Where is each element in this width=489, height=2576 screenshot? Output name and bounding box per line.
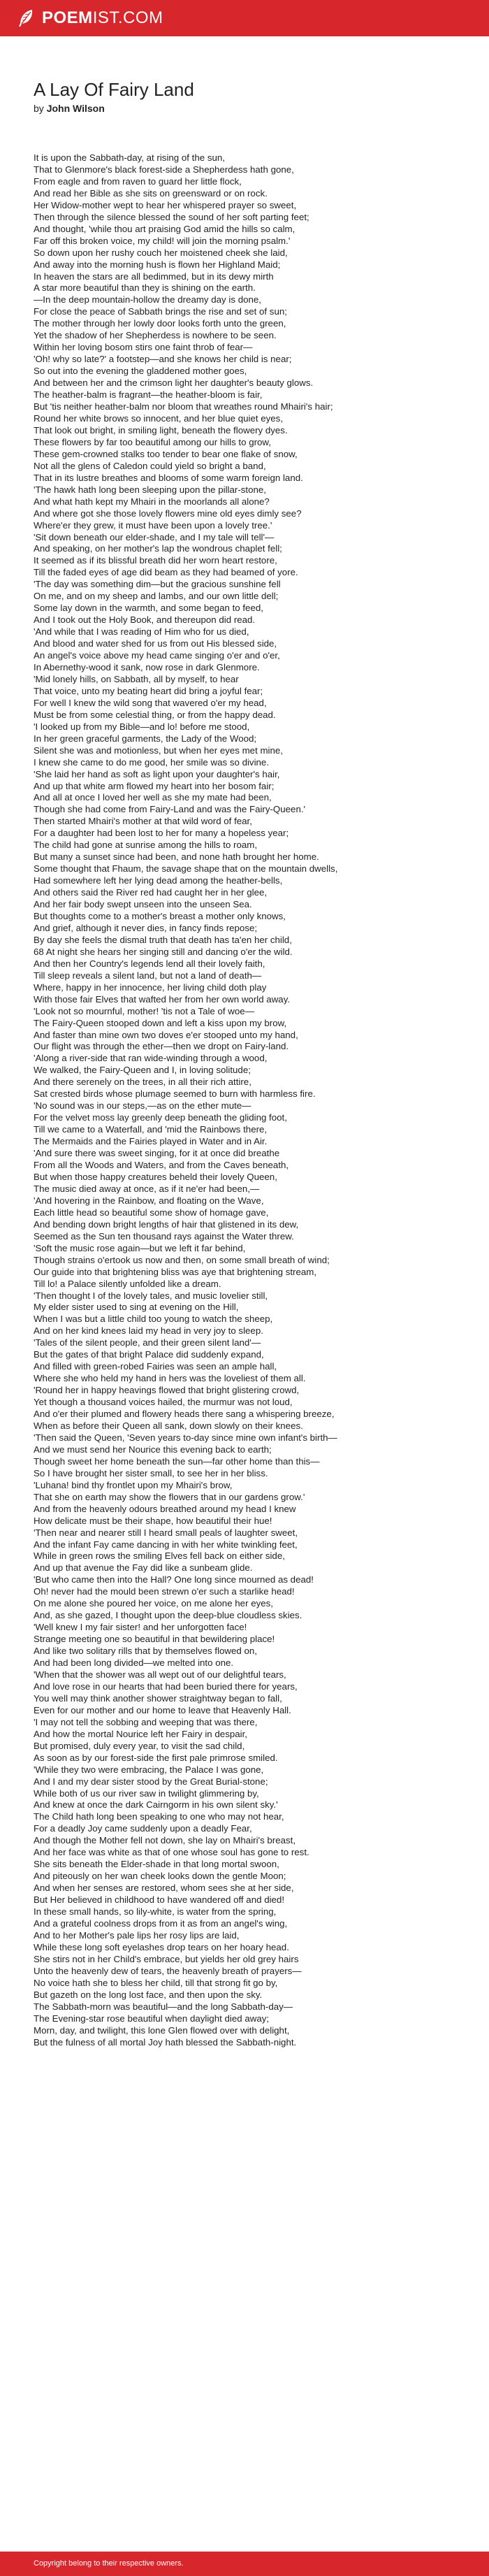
poem-line: And speaking, on her mother's lap the wondrous chaplet fell;	[34, 543, 282, 554]
poem-line: 'Soft the music rose again—but we left it far behind,	[34, 1242, 246, 1253]
poem-line: She stirs not in her Child's embrace, but yields her old grey hairs	[34, 1953, 299, 1964]
poem-line: 'No sound was in our steps,—as on the ether mute—	[34, 1100, 251, 1111]
poem-line: These flowers by far too beautiful among our hills to grow,	[34, 436, 271, 447]
poem-line: 'While they two were embracing, the Palace I was gone,	[34, 1764, 264, 1775]
poem-body	[34, 152, 455, 2049]
poem-line: And we must send her Nourice this evening back to earth;	[34, 1444, 272, 1455]
poem-line: Not all the glens of Caledon could yield so bright a band,	[34, 460, 266, 471]
poem-line: And though the Mother fell not down, she lay on Mhairi's breast,	[34, 1835, 296, 1846]
byline-prefix: by	[34, 103, 44, 114]
poem-line: Till we came to a Waterfall, and 'mid the Rainbows there,	[34, 1124, 268, 1135]
poem-line: And where got she those lovely flowers mine old eyes dimly see?	[34, 508, 302, 519]
poem-byline	[34, 102, 455, 115]
poem-line: 'Then thought I of the lovely tales, and music lovelier still,	[34, 1290, 268, 1301]
poem-line: And her face was white as that of one whose soul has gone to rest.	[34, 1847, 309, 1858]
site-header	[0, 0, 489, 36]
poem-line: Though she had come from Fairy-Land and was the Fairy-Queen.'	[34, 804, 306, 815]
poem-line: Till lo! a Palace silently unfolded like a dream.	[34, 1278, 221, 1289]
poem-line: That look out bright, in smiling light, beneath the flowery dyes.	[34, 424, 288, 436]
poem-line: And how the mortal Nourice left her Fairy in despair,	[34, 1728, 247, 1739]
feather-icon	[15, 8, 36, 29]
poem-line: That to Glenmore's black forest-side a Shepherdess hath gone,	[34, 164, 294, 175]
site-footer	[0, 2552, 489, 2576]
poem-line: By day she feels the dismal truth that death has ta'en her child,	[34, 934, 292, 945]
poem-line: It is upon the Sabbath-day, at rising of the sun,	[34, 152, 225, 163]
poem-line: And filled with green-robed Fairies was seen an ample hall,	[34, 1361, 277, 1372]
poem-line: In her green graceful garments, the Lady of the Wood;	[34, 733, 257, 744]
poem-line: The heather-balm is fragrant—the heather-bloom is fair,	[34, 389, 263, 401]
poem-line: 'But who came then into the Hall? One long since mourned as dead!	[34, 1574, 314, 1585]
poem-line: And then her Country's legends lend all their lovely faith,	[34, 958, 265, 969]
poem-line: 'I looked up from my Bible—and lo! before me stood,	[34, 721, 250, 732]
poem-line: And read her Bible as she sits on greensward or on rock.	[34, 187, 268, 199]
poem-line: And o'er their plumed and flowery heads there sang a whispering breeze,	[34, 1409, 335, 1420]
poem-line: A star more beautiful than they is shining on the earth.	[34, 282, 256, 294]
poem-line: 'The day was something dim—but the gracious sunshine fell	[34, 579, 281, 590]
copyright-text: Copyright belong to their respective owners.	[34, 2559, 184, 2568]
poem-line: And others said the River red had caught her in her glee,	[34, 887, 268, 898]
site-wordmark: POEMIST.COM	[42, 8, 163, 27]
poem-line: Till the faded eyes of age did beam as they had beamed of yore.	[34, 567, 298, 578]
poem-line: Even for our mother and our home to leave that Heavenly Hall.	[34, 1704, 291, 1715]
poem-line: And up that avenue the Fay did like a sunbeam glide.	[34, 1562, 253, 1574]
poem-line: 'Well knew I my fair sister! and her unforgotten face!	[34, 1622, 247, 1633]
poem-line: The Mermaids and the Fairies played in Water and in Air.	[34, 1136, 268, 1147]
poem-line: Round her white brows so innocent, and her blue quiet eyes,	[34, 412, 284, 424]
poem-article	[34, 78, 455, 2049]
poem-line: And when her senses are restored, whom sees she at her side,	[34, 1883, 294, 1894]
poem-line: The music died away at once, as if it ne'er had been,—	[34, 1183, 260, 1194]
poem-line: And knew at once the dark Cairngorm in his own silent sky.'	[34, 1799, 278, 1811]
poem-line: Then through the silence blessed the sound of her soft parting feet;	[34, 211, 309, 222]
poem-line: And up that white arm flowed my heart into her bosom fair;	[34, 780, 275, 791]
poem-line: For well I knew the wild song that wavered o'er my head,	[34, 697, 267, 708]
poem-line: When as before their Queen all sank, down slowly on their knees.	[34, 1420, 303, 1431]
poem-line: Far off this broken voice, my child! will join the morning psalm.'	[34, 235, 291, 246]
poem-line: Where'er they grew, it must have been upon a lovely tree.'	[34, 519, 272, 531]
poem-line: 'Then near and nearer still I heard small peals of laughter sweet,	[34, 1527, 298, 1538]
poem-line: The Child hath long been speaking to one who may not hear,	[34, 1811, 284, 1822]
poem-line: But the gates of that bright Palace did suddenly expand,	[34, 1349, 264, 1360]
poem-line: Our guide into that brightening bliss was aye that brightening stream,	[34, 1266, 317, 1277]
poem-line: For a deadly Joy came suddenly upon a deadly Fear,	[34, 1823, 252, 1834]
poem-line: In heaven the stars are all bedimmed, but in its dewy mirth	[34, 271, 274, 282]
poem-line: Unto the heavenly dew of tears, the heavenly breath of prayers—	[34, 1965, 302, 1976]
poem-line: And the infant Fay came dancing in with her white twinkling feet,	[34, 1539, 298, 1550]
poem-line: And between her and the crimson light her daughter's beauty glows.	[34, 377, 314, 389]
poem-line: My elder sister used to sing at evening on the Hill,	[34, 1302, 239, 1313]
site-logo[interactable]	[15, 7, 163, 29]
poem-line: Then started Mhairi's mother at that wild word of fear,	[34, 816, 252, 827]
poem-line: —In the deep mountain-hollow the dreamy day is done,	[34, 294, 261, 305]
poem-line: 'Along a river-side that ran wide-winding through a wood,	[34, 1053, 268, 1064]
poem-line: 'I may not tell the sobbing and weeping that was there,	[34, 1716, 258, 1727]
poem-line: And, as she gazed, I thought upon the deep-blue cloudless skies.	[34, 1610, 302, 1621]
poem-line: An angel's voice above my head came singing o'er and o'er,	[34, 650, 280, 661]
poem-line: Morn, day, and twilight, this lone Glen flowed over with delight,	[34, 2024, 290, 2036]
poem-line: From eagle and from raven to guard her little flock,	[34, 175, 242, 187]
poem-line: 'She laid her hand as soft as light upon your daughter's hair,	[34, 768, 280, 779]
poem-line: Though strains o'ertook us now and then, on some small breath of wind;	[34, 1254, 330, 1265]
poem-line: Though sweet her home beneath the sun—far other home than this—	[34, 1455, 320, 1467]
poem-line: Our flight was through the ether—then we dropt on Fairy-land.	[34, 1041, 289, 1052]
poem-line: And bending down bright lengths of hair that glistened in its dew,	[34, 1218, 299, 1230]
poem-line: Where she who held my hand in hers was the loveliest of them all.	[34, 1373, 306, 1384]
poem-line: But 'tis neither heather-balm nor bloom that wreathes round Mhairi's hair;	[34, 401, 333, 412]
poem-line: Her Widow-mother wept to hear her whispered prayer so sweet,	[34, 199, 297, 210]
poem-line: These gem-crowned stalks too tender to bear one flake of snow,	[34, 448, 298, 459]
poem-line: The Evening-star rose beautiful when daylight died away;	[34, 2013, 270, 2024]
poem-line: You well may think another shower straightway began to fall,	[34, 1692, 282, 1704]
poem-line: The child had gone at sunrise among the hills to roam,	[34, 840, 258, 851]
poem-line: Each little head so beautiful some show of homage gave,	[34, 1207, 269, 1218]
poem-line: Yet though a thousand voices hailed, the murmur was not loud,	[34, 1397, 293, 1408]
poem-line: 68 At night she hears her singing still and dancing o'er the wild.	[34, 946, 293, 957]
poem-line: And had been long divided—we melted into one.	[34, 1657, 234, 1669]
poem-line: But thoughts come to a mother's breast a mother only knows,	[34, 911, 286, 921]
poem-line: No voice hath she to bless her child, till that strong fit go by,	[34, 1977, 278, 1988]
poem-line: And to her Mother's pale lips her rosy lips are laid,	[34, 1929, 240, 1941]
poem-line: When I was but a little child too young to watch the sheep,	[34, 1314, 273, 1325]
poem-line: Where, happy in her innocence, her living child doth play	[34, 981, 267, 993]
poem-line: On me, and on my sheep and lambs, and our own little dell;	[34, 591, 279, 602]
poem-line: And like two solitary rills that by themselves flowed on,	[34, 1646, 258, 1657]
poem-line: And piteously on her wan cheek looks down the gentle Moon;	[34, 1871, 286, 1882]
poem-line: Strange meeting one so beautiful in that bewildering place!	[34, 1634, 275, 1645]
poem-line: While both of us our river saw in twilight glimmering by,	[34, 1787, 259, 1799]
poem-line: 'And hovering in the Rainbow, and floating on the Wave,	[34, 1195, 264, 1206]
poem-line: As soon as by our forest-side the first pale primrose smiled.	[34, 1752, 278, 1763]
poem-line: Till sleep reveals a silent land, but not a land of death—	[34, 970, 262, 981]
poem-line: But gazeth on the long lost face, and then upon the sky.	[34, 1989, 263, 2000]
poem-line: The Fairy-Queen stooped down and left a kiss upon my brow,	[34, 1017, 287, 1028]
poem-line: 'And while that I was reading of Him who for us died,	[34, 626, 249, 638]
poem-line: Some thought that Fhaum, the savage shape that on the mountain dwells,	[34, 863, 338, 875]
poem-line: 'Tales of the silent people, and their green silent land'—	[34, 1337, 261, 1348]
poem-line: And thought, 'while thou art praising God amid the hills so calm,	[34, 223, 295, 234]
poem-line: Had somewhere left her lying dead among the heather-bells,	[34, 875, 283, 886]
poem-line: That voice, unto my beating heart did bring a joyful fear;	[34, 685, 263, 696]
poem-title: A Lay Of Fairy Land	[34, 79, 194, 100]
poem-line: And all at once I loved her well as she my mate had been,	[34, 792, 272, 803]
poem-line: 'When that the shower was all wept out of our delightful tears,	[34, 1669, 286, 1680]
poem-line: So I have brought her sister small, to see her in her bliss.	[34, 1467, 268, 1478]
poem-line: And from the heavenly odours breathed around my head I knew	[34, 1503, 296, 1514]
poem-line: Seemed as the Sun ten thousand rays against the Water threw.	[34, 1230, 294, 1242]
poem-line: And a grateful coolness drops from it as from an angel's wing,	[34, 1918, 288, 1929]
poem-line: With those fair Elves that wafted her from her own world away.	[34, 993, 291, 1005]
poem-line: 'Then said the Queen, 'Seven years to-day since mine own infant's birth—	[34, 1432, 337, 1443]
poem-line: In these small hands, so lily-white, is water from the spring,	[34, 1906, 277, 1917]
poem-line: Within her loving bosom stirs one faint throb of fear—	[34, 342, 253, 353]
poem-line: 'Luhana! bind thy frontlet upon my Mhairi's brow,	[34, 1479, 233, 1490]
author-link[interactable]: John Wilson	[46, 103, 105, 114]
poem-line: Silent she was and motionless, but when her eyes met mine,	[34, 744, 283, 756]
poem-line: But promised, duly every year, to visit the sad child,	[34, 1740, 245, 1751]
poem-line: She sits beneath the Elder-shade in that long mortal swoon,	[34, 1859, 279, 1870]
poem-line: And I took out the Holy Book, and thereupon did read.	[34, 614, 256, 626]
poem-line: While in green rows the smiling Elves fell back on either side,	[34, 1550, 285, 1562]
poem-line: And away into the morning hush is flown her Highland Maid;	[34, 259, 281, 270]
poem-line: I knew she came to do me good, her smile was so divine.	[34, 756, 270, 768]
poem-line: And what hath kept my Mhairi in the moorlands all alone?	[34, 496, 270, 507]
poem-line: So out into the evening the gladdened mother goes,	[34, 366, 247, 377]
poem-line: 'Mid lonely hills, on Sabbath, all by myself, to hear	[34, 673, 239, 684]
poem-line: And there serenely on the trees, in all their rich attire,	[34, 1077, 251, 1088]
poem-line: The Sabbath-morn was beautiful—and the long Sabbath-day—	[34, 2001, 293, 2012]
poem-line: While these long soft eyelashes drop tears on her hoary head.	[34, 1941, 289, 1952]
poem-line: And her fair body swept unseen into the unseen Sea.	[34, 899, 252, 910]
poem-line: The mother through her lowly door looks forth unto the green,	[34, 318, 286, 329]
poem-line: That in its lustre breathes and blooms of some warm foreign land.	[34, 472, 303, 483]
poem-line: Must be from some celestial thing, or from the happy dead.	[34, 709, 276, 720]
poem-line: Sat crested birds whose plumage seemed to burn with harmless fire.	[34, 1088, 316, 1100]
poem-line: On me alone she poured her voice, on me alone her eyes,	[34, 1598, 273, 1609]
poem-line: 'Look not so mournful, mother! 'tis not a Tale of woe—	[34, 1005, 254, 1016]
poem-line: How delicate must be their shape, how beautiful their hue!	[34, 1515, 272, 1526]
poem-line: Oh! never had the mould been strewn o'er such a starlike head!	[34, 1586, 295, 1597]
poem-line: And on her kind knees laid my head in very joy to sleep.	[34, 1325, 263, 1337]
poem-line: That she on earth may show the flowers that in our gardens grow.'	[34, 1491, 305, 1502]
poem-line: So down upon her rushy couch her moistened cheek she laid,	[34, 247, 288, 258]
poem-line: 'Sit down beneath our elder-shade, and I my tale will tell'—	[34, 531, 275, 542]
poem-line: 'Oh! why so late?' a footstep—and she knows her child is near;	[34, 354, 292, 365]
poem-line: 'And sure there was sweet singing, for it at once did breathe	[34, 1148, 280, 1159]
poem-line: And faster than mine own two doves e'er stooped unto my hand,	[34, 1029, 298, 1040]
poem-line: Some lay down in the warmth, and some began to feed,	[34, 603, 263, 614]
poem-line: Yet the shadow of her Shepherdess is nowhere to be seen.	[34, 330, 277, 341]
poem-line: But when those happy creatures beheld their lovely Queen,	[34, 1171, 277, 1182]
poem-line: For the velvet moss lay greenly deep beneath the gliding foot,	[34, 1112, 287, 1123]
poem-line: It seemed as if its blissful breath did her worn heart restore,	[34, 555, 277, 566]
poem-line: And I and my dear sister stood by the Great Burial-stone;	[34, 1776, 268, 1787]
poem-line: 'The hawk hath long been sleeping upon the pillar-stone,	[34, 484, 266, 495]
poem-line: In Abernethy-wood it sank, now rose in dark Glenmore.	[34, 661, 260, 672]
poem-line: We walked, the Fairy-Queen and I, in loving solitude;	[34, 1065, 251, 1076]
poem-line: And grief, although it never dies, in fancy finds repose;	[34, 922, 258, 933]
poem-line: And love rose in our hearts that had been buried there for years,	[34, 1681, 298, 1692]
poem-line: But many a sunset since had been, and none hath brought her home.	[34, 851, 319, 863]
poem-line: And blood and water shed for us from out His blessed side,	[34, 638, 277, 649]
poem-line: From all the Woods and Waters, and from the Caves beneath,	[34, 1160, 289, 1171]
poem-line: For a daughter had been lost to her for many a hopeless year;	[34, 828, 289, 839]
poem-line: 'Round her in happy heavings flowed that bright glistering crowd,	[34, 1385, 300, 1396]
poem-line: But the fulness of all mortal Joy hath blessed the Sabbath-night.	[34, 2036, 297, 2048]
poem-line: But Her believed in childhood to have wandered off and died!	[34, 1894, 285, 1906]
poem-line: For close the peace of Sabbath brings the rise and set of sun;	[34, 306, 287, 317]
